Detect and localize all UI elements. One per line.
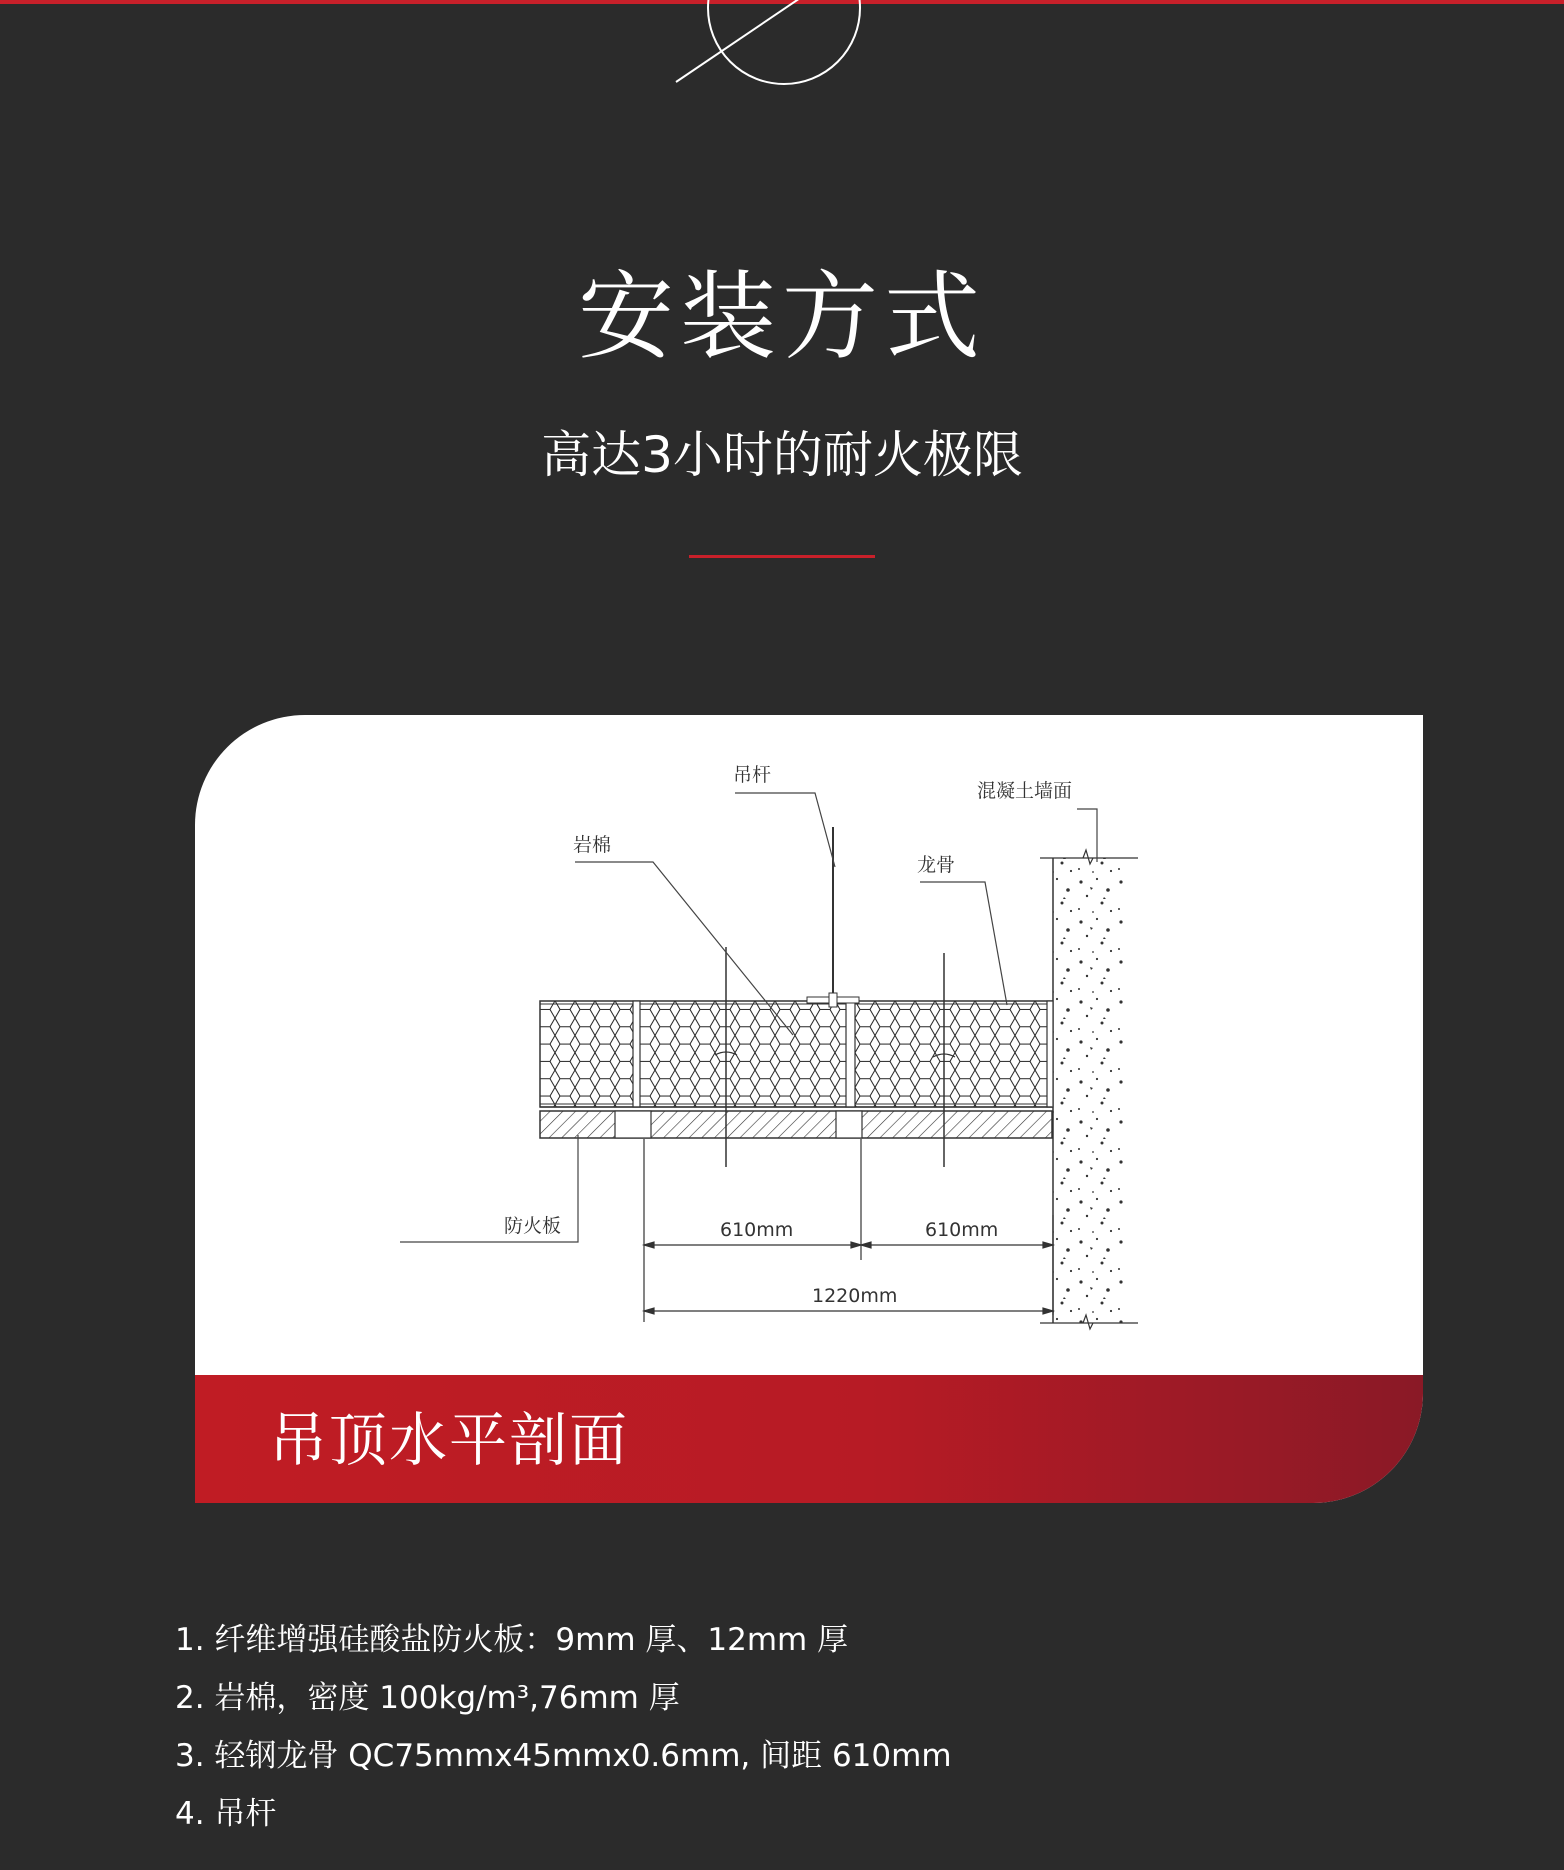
note-item: 1. 纤维增强硅酸盐防火板：9mm 厚、12mm 厚	[175, 1622, 849, 1658]
ceiling-section-diagram	[195, 715, 1423, 1375]
hanger-rod	[807, 827, 859, 1007]
title-divider	[689, 555, 875, 558]
rock-wool-layer	[540, 1001, 1052, 1107]
label-rock-wool: 岩棉	[573, 834, 612, 856]
page-subtitle: 高达3小时的耐火极限	[541, 426, 1023, 484]
note-item: 2. 岩棉，密度 100kg/m³,76mm 厚	[175, 1680, 680, 1716]
diagram-caption-bar	[195, 1375, 1423, 1503]
note-item: 4. 吊杆	[175, 1796, 277, 1832]
label-concrete-wall: 混凝土墙面	[977, 780, 1073, 802]
label-hanger-rod: 吊杆	[733, 764, 772, 786]
dimension-spacing-right: 610mm	[925, 1219, 999, 1241]
decorative-circle-icon	[0, 0, 1564, 100]
diagram-caption: 吊顶水平剖面	[269, 1406, 630, 1474]
label-keel: 龙骨	[917, 854, 956, 876]
notes-list	[175, 1620, 952, 1852]
note-item: 3. 轻钢龙骨 QC75mmx45mmx0.6mm, 间距 610mm	[175, 1738, 952, 1774]
fireproof-boards	[540, 1107, 1052, 1138]
diagram-card	[195, 715, 1423, 1503]
page-title: 安装方式	[578, 261, 986, 373]
dimension-spacing-left: 610mm	[720, 1219, 794, 1241]
dimension-total-width: 1220mm	[812, 1285, 898, 1307]
concrete-wall	[1040, 850, 1138, 1329]
label-fireproof-board: 防火板	[504, 1215, 562, 1237]
